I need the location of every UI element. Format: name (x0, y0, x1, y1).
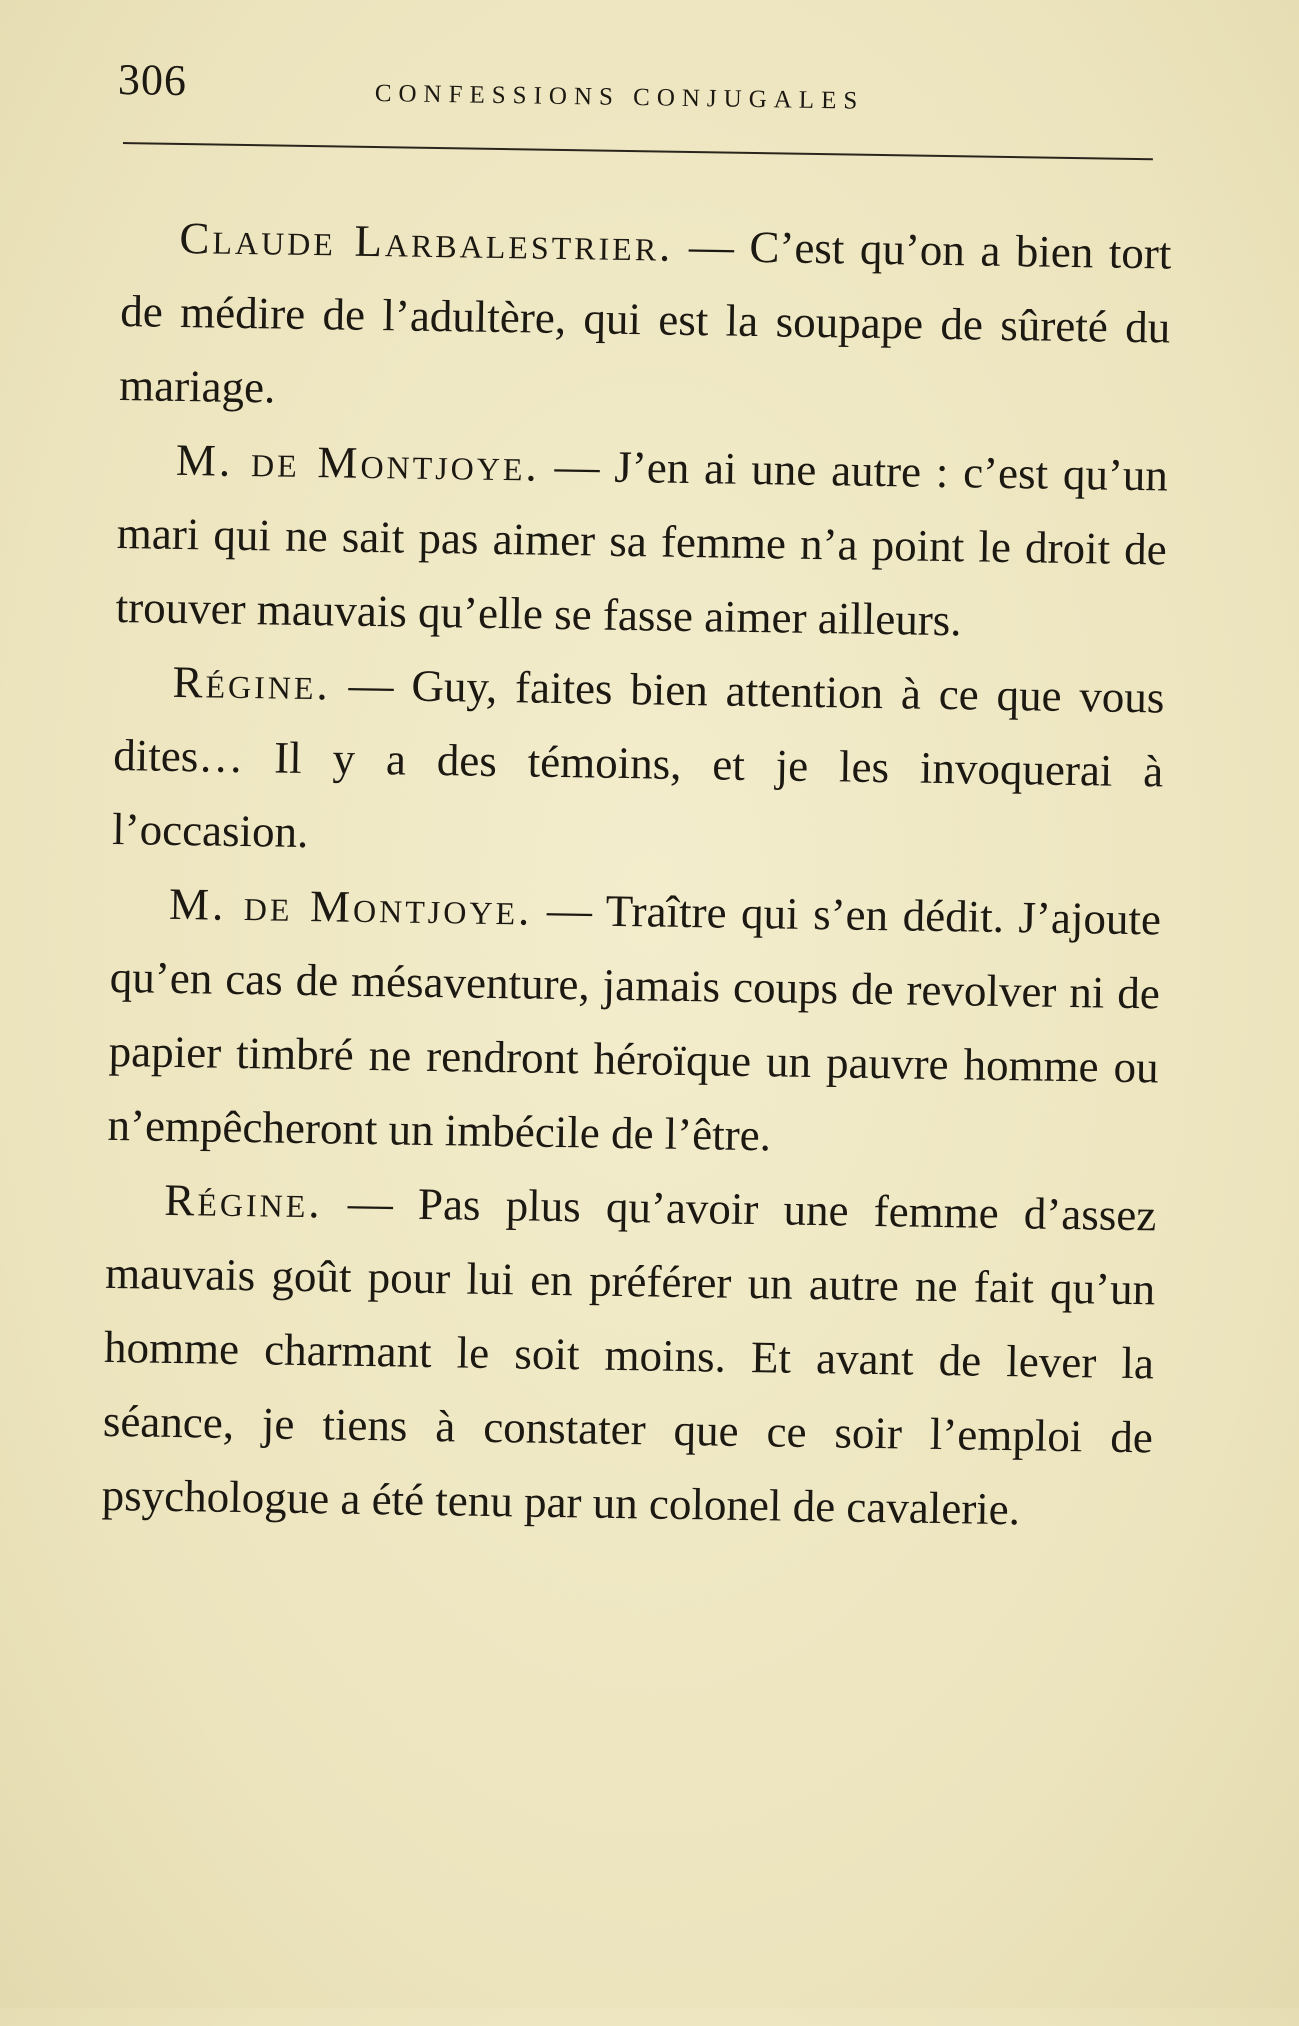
speaker-name: Claude Larbalestrier. (179, 212, 674, 271)
dialogue-paragraph (107, 866, 1162, 1178)
speaker-name: Régine. (172, 656, 332, 710)
speaker-name: M. de Montjoye. (175, 434, 541, 491)
dialogue-text: — C’est qu’on a bien tort de médire de l’adultère, qui est la soupape de sûreté du mariage. (118, 220, 1172, 413)
running-title: CONFESSIONS CONJUGALES (374, 80, 865, 115)
dialogue-text: — Traître qui s’en dédit. J’ajoute qu’en cas de mésaventure, jamais coups de revolver ni de papier timbré ne rendront héroïque un pauvre homme ou n’empêcheront un imbécile de l’être. (107, 884, 1162, 1161)
dialogue-text: — Guy, faites bien attention à ce que vous dites… Il y a des témoins, et je les invoquerai à l’occasion. (111, 659, 1165, 858)
dialogue-paragraph (101, 1162, 1157, 1548)
dialogue-text: — J’en ai une autre : c’est qu’un mari qui ne sait pas aimer sa femme n’a point le droit de trouver mauvais qu’elle se fasse aimer ailleurs. (115, 440, 1169, 646)
dialogue-paragraph (115, 422, 1168, 660)
speaker-name: M. de Montjoye. (168, 878, 533, 935)
dialogue-paragraph (112, 644, 1165, 882)
header-rule (123, 142, 1153, 160)
page-number: 306 (117, 54, 188, 106)
speaker-name: Régine. (164, 1174, 324, 1228)
dialogue-text: — Pas plus qu’avoir une femme d’assez mauvais goût pour lui en préférer un autre ne fait qu’un homme charmant le soit moins. Et avant de lever la séance, je tiens à constater que ce soir l’emploi de psychologue a été tenu par un colonel de cavalerie. (101, 1177, 1157, 1535)
dialogue-paragraph (119, 200, 1172, 438)
body-text (101, 200, 1172, 1548)
